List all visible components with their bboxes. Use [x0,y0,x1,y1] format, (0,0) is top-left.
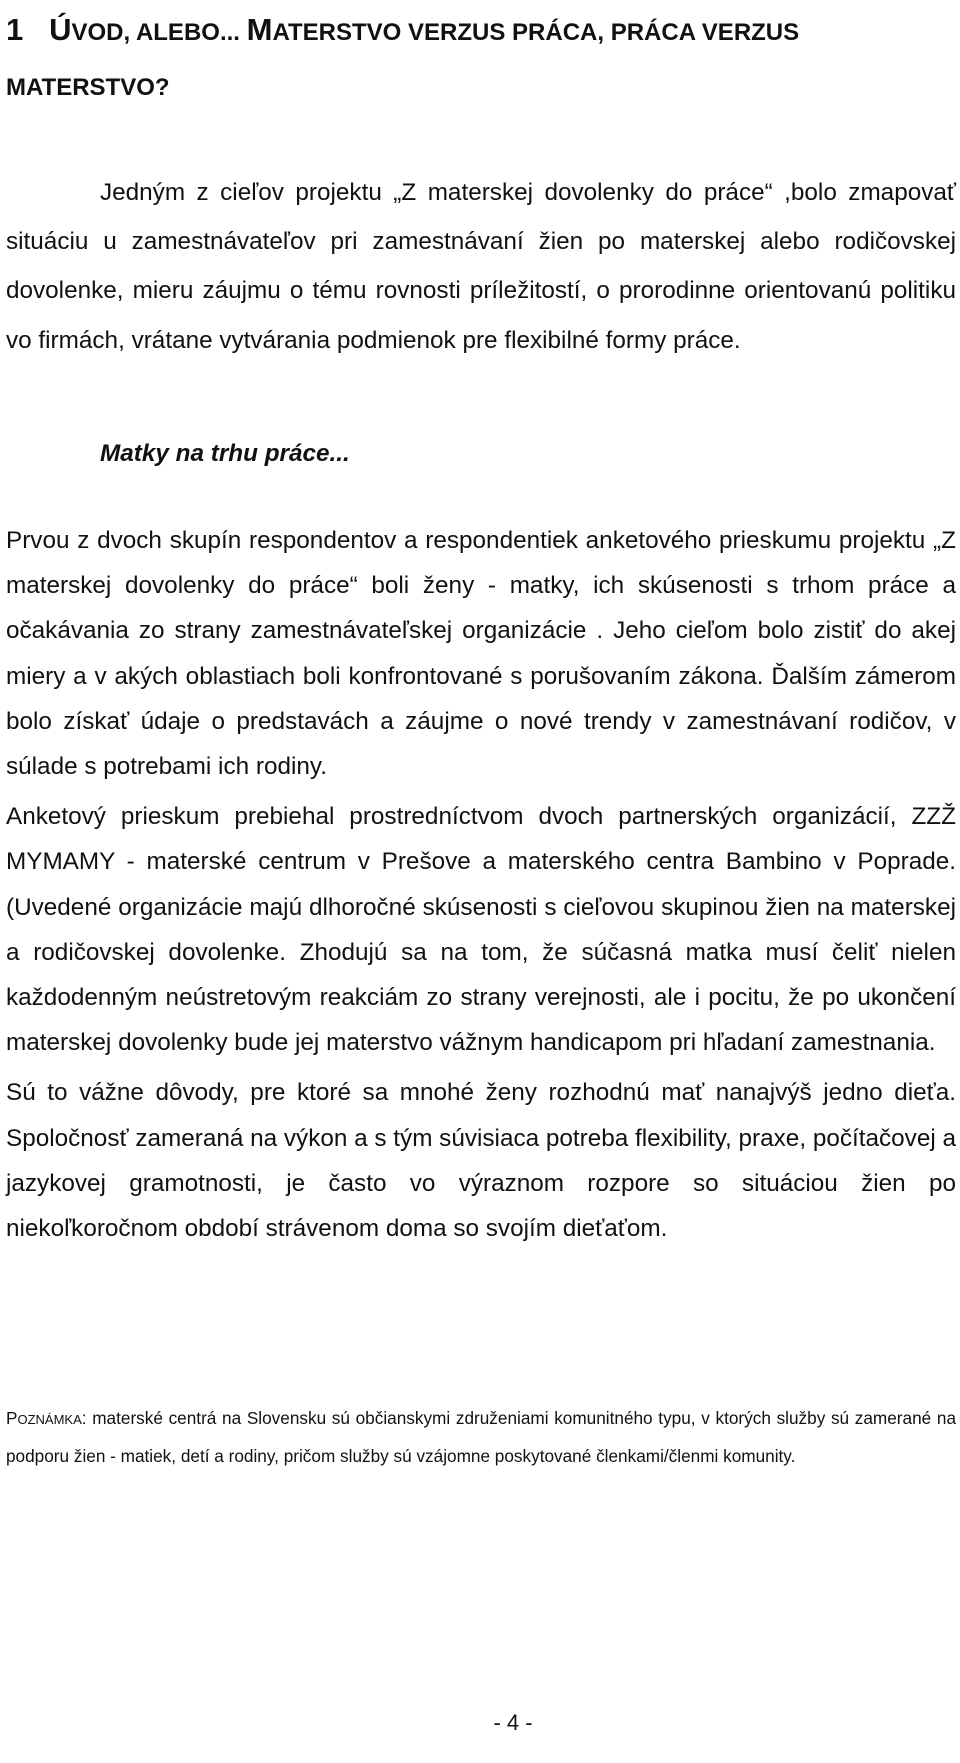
heading-part-2: VOD, ALEBO... [71,19,247,46]
body-paragraph-1: Prvou z dvoch skupín respondentov a respondentiek anketového prieskumu projektu „Z materskej dovolenky do práce“ boli ženy - matky, ich skúsenosti s trhom práce a očakávania zo strany zamestnávateľskej organizácie . Jeho cieľom bolo zistiť do akej miery a v akých oblastiach boli konfrontované s porušovaním zákona. Ďalším zámerom bolo získať údaje o predstavách a záujme o nové trendy v zamestnávaní rodičov, v súlade s potrebami ich rodiny. [6,527,956,781]
footnote-label-rest: OZNÁMKA [17,1412,82,1427]
chapter-heading [6,4,956,114]
footnote-label-initial: P [6,1408,18,1428]
page-number: - 4 - [493,1710,533,1735]
body-paragraph-2: Anketový prieskum prebiehal prostredníctvom dvoch partnerských organizácií, ZZŽ MYMAMY - materské centrum v Prešove a materského centra Bambino v Poprade. (Uvedené organizácie majú dlhoročné skúsenosti s cieľovou skupinou žien na materskej a rodičovskej dovolenke. Zhodujú sa na tom, že súčasná matka musí čeliť nielen každodenným neústretovým reakciám zo strany verejnosti, ale i pocitu, že po ukončení materskej dovolenky bude jej materstvo vážnym handicapom pri hľadaní zamestnania. [6,803,956,1057]
footnote-label [6,1408,87,1428]
chapter-number: 1 [6,12,24,47]
heading-part-3: M [246,12,273,47]
footnote [6,1400,956,1475]
footnote-label-colon: : [81,1408,87,1428]
intro-text: Jedným z cieľov projektu „Z materskej dovolenky do práce“ ,bolo zmapovať situáciu u zamestnávateľov pri zamestnávaní žien po materskej alebo rodičovskej dovolenke, mieru záujmu o tému rovnosti príležitostí, o prorodinne orientovanú politiku vo firmách, vrátane vytvárania podmienok pre flexibilné formy práce. [6,179,956,354]
intro-paragraph [6,168,956,365]
body-text [6,518,956,1256]
body-paragraph-3: Sú to vážne dôvody, pre ktoré sa mnohé ženy rozhodnú mať nanajvýš jedno dieťa. Spoločnosť zameraná na výkon a s tým súvisiaca potreba flexibility, praxe, počítačovej a jazykovej gramotnosti, je často vo výraznom rozpore so situáciou žien po niekoľkoročnom období strávenom doma so svojím dieťaťom. [6,1079,956,1243]
footnote-text: materské centrá na Slovensku sú občianskymi združeniami komunitného typu, v ktorých služby sú zamerané na podporu žien - matiek, detí a rodiny, pričom služby sú vzájomne poskytované členkami/členmi komunity. [6,1408,957,1466]
section-subheading: Matky na trhu práce... [100,440,350,467]
heading-part-1: Ú [49,12,72,47]
heading-part-4: ATERSTVO VERZUS PRÁCA, PRÁCA VERZUS MATERSTVO? [6,19,800,101]
